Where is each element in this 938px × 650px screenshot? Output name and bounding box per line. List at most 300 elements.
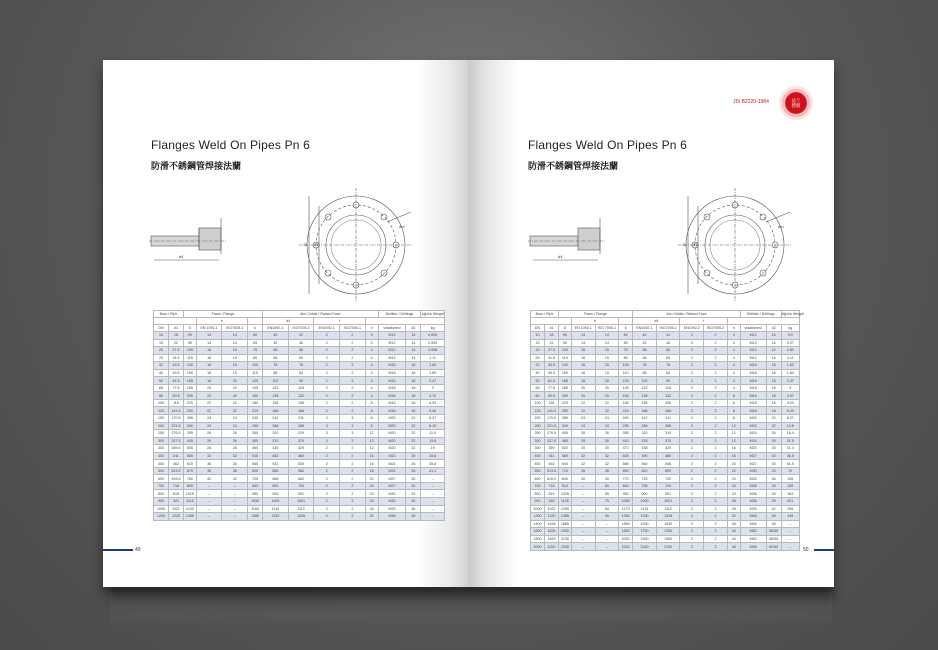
table-cell: 115 <box>183 354 196 362</box>
table-cell: 18 <box>406 384 421 392</box>
table-row <box>531 332 800 340</box>
table-cell: 30 <box>406 482 421 490</box>
table-cell: -- <box>571 543 595 551</box>
table-cell: 910 <box>558 482 571 490</box>
table-cell: 3 <box>314 437 340 445</box>
table-cell: M45 <box>740 513 766 521</box>
table-row <box>531 430 800 438</box>
table-cell: -- <box>571 505 595 513</box>
table-cell: -- <box>571 520 595 528</box>
table-cell: 84 <box>288 369 314 377</box>
table-row <box>154 505 445 513</box>
table-cell: 24 <box>222 422 248 430</box>
table-row <box>154 347 445 355</box>
table-cell: 794 <box>288 482 314 490</box>
table-cell: 14 <box>406 332 421 340</box>
table-row <box>154 399 445 407</box>
table-cell: 300 <box>531 437 545 445</box>
table-cell: 266 <box>656 422 680 430</box>
table-cell: 30 <box>595 445 619 453</box>
table-row <box>154 422 445 430</box>
table-cell: 1000 <box>531 505 545 513</box>
table-cell: 2 <box>704 445 728 453</box>
table-cell: 5.40 <box>421 407 445 415</box>
table-cell: 3 <box>340 415 366 423</box>
table-cell: 15 <box>595 369 619 377</box>
table-cell: 36 <box>727 520 740 528</box>
table-cell: 210 <box>248 407 263 415</box>
table-cell: 35 <box>222 460 248 468</box>
table-cell: 75 <box>248 347 263 355</box>
table-cell: 1328 <box>288 513 314 521</box>
flange-technical-drawing <box>149 188 419 308</box>
table-cell: 10 <box>154 332 169 340</box>
table-cell: 10.6 <box>781 422 799 430</box>
table-cell: 115 <box>558 354 571 362</box>
table-cell: 14 <box>406 347 421 355</box>
table-cell: 8 <box>727 407 740 415</box>
table-row <box>154 362 445 370</box>
table-cell: 15 <box>222 362 248 370</box>
table-cell: 900 <box>633 490 657 498</box>
table-cell: 22 <box>196 407 222 415</box>
table-cell: 22 <box>544 339 558 347</box>
table-cell: 24 <box>196 422 222 430</box>
table-cell: 65 <box>248 339 263 347</box>
table-cell: 1.80 <box>421 369 445 377</box>
table-cell: 4 <box>727 377 740 385</box>
table-cell: 682 <box>288 475 314 483</box>
table-cell: 370 <box>288 437 314 445</box>
col-header: n <box>365 325 378 332</box>
table-cell: 276.5 <box>168 430 183 438</box>
table-cell: 41 <box>288 332 314 340</box>
table-cell: 350 <box>531 445 545 453</box>
table-cell: 138 <box>633 392 657 400</box>
table-cell: 18 <box>406 399 421 407</box>
table-cell: 211 <box>288 415 314 423</box>
table-cell: 3 <box>421 384 445 392</box>
table-cell: 2 <box>680 384 704 392</box>
header-f: f <box>314 318 365 325</box>
table-cell: 18 <box>766 399 781 407</box>
table-cell: 16 <box>196 377 222 385</box>
table-cell: M20 <box>378 437 406 445</box>
col-header: EN1092-1 <box>263 325 289 332</box>
table-cell: 20 <box>222 392 248 400</box>
col-header: D <box>558 325 571 332</box>
table-cell: 200 <box>558 392 571 400</box>
table-cell: 18 <box>406 362 421 370</box>
table-cell: 4 <box>365 339 378 347</box>
page-subtitle: 防滑不銹鋼管焊接法蘭 <box>151 161 242 171</box>
table-cell: 48 <box>727 543 740 551</box>
table-cell: 5.40 <box>781 407 799 415</box>
table-cell: 268 <box>633 422 657 430</box>
table-cell: 15 <box>154 339 169 347</box>
table-cell: M16 <box>378 384 406 392</box>
table-cell: -- <box>421 482 445 490</box>
table-cell: 45 <box>633 339 657 347</box>
table-cell: 513.5 <box>168 467 183 475</box>
table-cell: 460 <box>248 445 263 453</box>
table-cell: M16 <box>740 362 766 370</box>
table-cell: 212 <box>633 415 657 423</box>
table-row <box>154 452 445 460</box>
brand-seal-logo <box>779 86 813 120</box>
table-row <box>531 445 800 453</box>
table-cell: 1800 <box>531 535 545 543</box>
table-cell: 188 <box>263 407 289 415</box>
table-cell: 4 <box>727 339 740 347</box>
table-cell: 2 <box>704 482 728 490</box>
table-cell: 77.5 <box>168 384 183 392</box>
table-cell: 1050 <box>619 498 633 506</box>
table-cell: -- <box>595 528 619 536</box>
table-cell: 10 <box>531 332 545 340</box>
table-cell: 715 <box>558 467 571 475</box>
table-cell: 56/55 <box>766 535 781 543</box>
table-cell: 118 <box>288 384 314 392</box>
table-cell: 800 <box>263 482 289 490</box>
table-cell: M36 <box>740 482 766 490</box>
table-cell: 513.5 <box>544 467 558 475</box>
table-cell: 250 <box>154 430 169 438</box>
table-cell: M33 <box>740 475 766 483</box>
table-cell: 0.005 <box>421 332 445 340</box>
table-cell: 770 <box>619 475 633 483</box>
table-cell: 1750 <box>656 528 680 536</box>
header-d4: d4 <box>633 318 680 325</box>
table-cell: 1950 <box>633 535 657 543</box>
table-cell: 411 <box>544 452 558 460</box>
table-cell: 2 <box>680 528 704 536</box>
table-cell: 2 <box>704 369 728 377</box>
col-header: ISO7005-1 <box>288 325 314 332</box>
table-cell: 200 <box>154 422 169 430</box>
table-cell: M24 <box>740 437 766 445</box>
table-cell: 26 <box>196 430 222 438</box>
table-cell: 8 <box>365 422 378 430</box>
table-cell: 340 <box>558 422 571 430</box>
col-header: d1 <box>168 325 183 332</box>
table-cell: 350 <box>248 430 263 438</box>
table-cell: 3 <box>340 430 366 438</box>
table-cell: 2 <box>340 482 366 490</box>
table-cell: 39 <box>766 490 781 498</box>
header-f: f <box>680 318 727 325</box>
table-cell: 585 <box>619 460 633 468</box>
table-cell: 2 <box>340 460 366 468</box>
table-cell: -- <box>781 535 799 543</box>
col-header: k <box>619 325 633 332</box>
table-cell: 355 <box>619 430 633 438</box>
table-cell: 26 <box>766 437 781 445</box>
table-row <box>154 369 445 377</box>
table-cell: 31.5 <box>544 354 558 362</box>
table-cell: 2150 <box>633 543 657 551</box>
table-cell: M16 <box>378 369 406 377</box>
table-cell: 2 <box>680 407 704 415</box>
table-cell: 2 <box>680 415 704 423</box>
table-cell: 16 <box>727 452 740 460</box>
table-cell: 18 <box>544 332 558 340</box>
table-cell: 15 <box>222 369 248 377</box>
table-cell: 500 <box>531 467 545 475</box>
table-cell: 180 <box>248 399 263 407</box>
table-body <box>154 332 445 521</box>
table-cell: 16 <box>196 354 222 362</box>
table-row <box>154 467 445 475</box>
table-cell: M16 <box>378 392 406 400</box>
table-cell: 255 <box>781 505 799 513</box>
table-cell: 16 <box>196 369 222 377</box>
table-cell: 616.5 <box>544 475 558 483</box>
table-cell: 14 <box>766 347 781 355</box>
table-cell: 1455 <box>183 513 196 521</box>
table-cell: 145 <box>619 384 633 392</box>
page-title: Flanges Weld On Pipes Pn 6 <box>528 138 688 152</box>
table-cell: 90.5 <box>544 392 558 400</box>
table-cell: 221.5 <box>544 422 558 430</box>
table-cell: 2 <box>340 347 366 355</box>
table-cell: 2 <box>314 482 340 490</box>
table-cell: 1390 <box>619 513 633 521</box>
table-cell: 582 <box>288 467 314 475</box>
table-cell: 27.5 <box>168 347 183 355</box>
table-cell: 18 <box>406 369 421 377</box>
table-cell: 32 <box>571 452 595 460</box>
table-cell: 33 <box>766 467 781 475</box>
table-cell: 22 <box>196 399 222 407</box>
table-cell: 65 <box>154 384 169 392</box>
table-cell: 15 <box>595 347 619 355</box>
table-cell: 4 <box>727 354 740 362</box>
table-cell: M39 <box>740 505 766 513</box>
table-cell: 40 <box>154 369 169 377</box>
table-cell: 295 <box>248 422 263 430</box>
table-cell: 900 <box>154 498 169 506</box>
table-row <box>531 399 800 407</box>
table-row <box>531 467 800 475</box>
table-cell: 88 <box>633 369 657 377</box>
table-cell: 2 <box>704 490 728 498</box>
table-cell: 2 <box>680 369 704 377</box>
table-cell: 3 <box>314 422 340 430</box>
table-cell: 1005 <box>263 498 289 506</box>
table-cell: 85 <box>248 354 263 362</box>
table-cell: 12 <box>365 430 378 438</box>
table-cell: M12 <box>740 354 766 362</box>
table-cell: 2 <box>680 430 704 438</box>
table-cell: 1220 <box>544 513 558 521</box>
right-page <box>468 60 834 587</box>
table-cell: 22 <box>406 415 421 423</box>
table-cell: 35.8 <box>421 460 445 468</box>
table-cell: 18 <box>766 392 781 400</box>
table-cell: 266 <box>288 422 314 430</box>
table-cell: M12 <box>740 347 766 355</box>
table-cell: 250 <box>183 407 196 415</box>
table-cell: 250 <box>558 407 571 415</box>
table-cell: 1.62 <box>781 362 799 370</box>
table-row <box>154 445 445 453</box>
flange-technical-drawing <box>528 188 798 308</box>
table-cell: 565 <box>183 452 196 460</box>
table-cell: 22 <box>571 407 595 415</box>
table-cell: 2 <box>680 445 704 453</box>
table-cell: 13.6 <box>421 437 445 445</box>
table-cell: 2030 <box>544 543 558 551</box>
table-cell: 62/60 <box>766 543 781 551</box>
table-cell: 2 <box>314 490 340 498</box>
table-cell: 36 <box>196 460 222 468</box>
table-cell: 20 <box>222 384 248 392</box>
table-cell: 32 <box>595 460 619 468</box>
table-cell: 26 <box>571 430 595 438</box>
table-cell: 100 <box>154 399 169 407</box>
table-cell: 2 <box>340 490 366 498</box>
table-cell: M24 <box>740 422 766 430</box>
table-cell: 2 <box>340 445 366 453</box>
table-cell: 24 <box>365 490 378 498</box>
table-cell: 32 <box>727 513 740 521</box>
table-cell: 520 <box>558 445 571 453</box>
table-cell: 2 <box>704 430 728 438</box>
table-cell: 32 <box>222 452 248 460</box>
table-cell: 480 <box>656 452 680 460</box>
table-cell: 2 <box>340 384 366 392</box>
table-cell: 532 <box>263 460 289 468</box>
table-body <box>531 332 800 551</box>
table-cell: 14 <box>222 332 248 340</box>
table-cell: 211 <box>656 415 680 423</box>
table-cell: 12 <box>727 422 740 430</box>
table-cell: 462 <box>168 460 183 468</box>
table-row <box>154 392 445 400</box>
table-row <box>531 490 800 498</box>
table-cell: 8.10 <box>421 422 445 430</box>
table-row <box>531 422 800 430</box>
table-cell: M16 <box>740 392 766 400</box>
col-header: EN1092-1 <box>633 325 657 332</box>
table-row <box>531 347 800 355</box>
table-cell: 26 <box>222 445 248 453</box>
table-cell: 60 <box>248 332 263 340</box>
table-cell: 2 <box>314 339 340 347</box>
table-cell: M16 <box>378 399 406 407</box>
table-cell: 950 <box>248 490 263 498</box>
table-cell: 26 <box>766 430 781 438</box>
table-cell: 18 <box>168 332 183 340</box>
table-cell: 201 <box>781 498 799 506</box>
table-cell: 12 <box>727 430 740 438</box>
spec-table <box>530 310 804 551</box>
table-cell: 50 <box>154 377 169 385</box>
table-cell: 410 <box>619 437 633 445</box>
col-header: d2 <box>766 325 781 332</box>
table-cell: 145 <box>248 384 263 392</box>
table-row <box>531 498 800 506</box>
table-cell: 77.5 <box>544 384 558 392</box>
table-cell: 156 <box>288 399 314 407</box>
table-cell: 1110 <box>263 505 289 513</box>
table-row <box>531 543 800 551</box>
table-cell: 24 <box>571 422 595 430</box>
table-cell: 2230 <box>619 543 633 551</box>
table-cell: 840 <box>619 482 633 490</box>
table-cell: 920 <box>544 498 558 506</box>
table-cell: 1112 <box>656 505 680 513</box>
table-cell: 2 <box>680 498 704 506</box>
table-cell: 165 <box>183 377 196 385</box>
table-cell: 400 <box>531 452 545 460</box>
table-cell: 28 <box>727 505 740 513</box>
table-cell: 220 <box>558 399 571 407</box>
table-cell: 490 <box>633 452 657 460</box>
table-cell: 22 <box>766 422 781 430</box>
table-cell: 901 <box>656 490 680 498</box>
table-cell: 170.5 <box>168 415 183 423</box>
table-cell: 140 <box>183 362 196 370</box>
table-cell: M12 <box>378 347 406 355</box>
table-cell: 0.059 <box>421 339 445 347</box>
table-cell: 158 <box>633 399 657 407</box>
table-cell: 24 <box>365 498 378 506</box>
table-cell: 470 <box>619 445 633 453</box>
table-cell: 45 <box>263 339 289 347</box>
table-cell: 4 <box>365 392 378 400</box>
table-cell: 26 <box>406 467 421 475</box>
table-cell: 2 <box>704 354 728 362</box>
col-header: DN <box>154 325 169 332</box>
table-cell: 36 <box>595 467 619 475</box>
table-row <box>531 415 800 423</box>
table-cell: 150 <box>183 369 196 377</box>
table-row <box>154 482 445 490</box>
table-cell: 30 <box>766 460 781 468</box>
table-cell: 1.62 <box>421 362 445 370</box>
col-header: ISO7005-1 <box>656 325 680 332</box>
table-cell: 155 <box>781 482 799 490</box>
table-cell: 150 <box>558 369 571 377</box>
left-page <box>103 60 468 587</box>
table-cell: M16 <box>378 407 406 415</box>
table-cell: 14 <box>595 339 619 347</box>
table-cell: 32 <box>154 362 169 370</box>
table-cell: 4 <box>365 384 378 392</box>
header-flange: Flans / Flange <box>183 311 262 318</box>
table-cell: 2 <box>314 498 340 506</box>
table-cell: 16 <box>727 445 740 453</box>
table-cell: 620 <box>248 467 263 475</box>
table-cell: 2 <box>340 475 366 483</box>
col-header: ISO 7005-1 <box>595 325 619 332</box>
table-cell: 8 <box>727 392 740 400</box>
table-cell: 2 <box>314 467 340 475</box>
table-cell: 445 <box>183 437 196 445</box>
column-header-row <box>531 325 800 332</box>
table-cell: 141.5 <box>168 407 183 415</box>
table-cell: 41 <box>656 332 680 340</box>
table-cell: 132 <box>656 392 680 400</box>
table-cell: M56 <box>740 543 766 551</box>
table-row <box>154 339 445 347</box>
table-cell: 65 <box>531 384 545 392</box>
table-cell: 14 <box>196 339 222 347</box>
table-cell: 60 <box>619 332 633 340</box>
table-cell: 26 <box>406 460 421 468</box>
